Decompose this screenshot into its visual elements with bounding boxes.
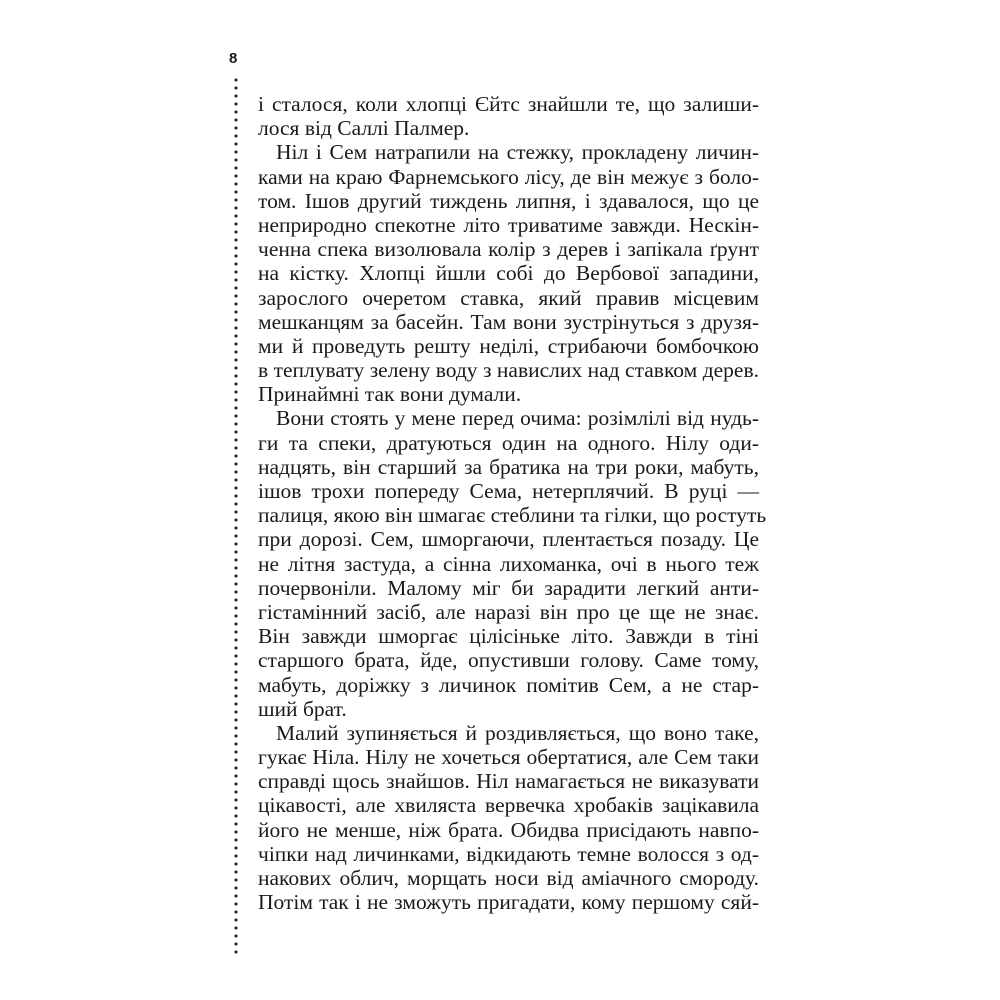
text-line: цікавості, але хвиляста вервечка хробаків зацікавила (258, 793, 759, 818)
text-line: надцять, він старший за братика на три роки, мабуть, (258, 454, 759, 479)
text-line: почервоніли. Малому міг би зарадити легкий анти- (258, 575, 759, 600)
text-line: том. Ішов другий тиждень липня, і здавалося, що це (258, 188, 759, 213)
text-line: мешканцям за басейн. Там вони зустрінуться з друзя- (258, 309, 759, 334)
text-line: лося від Саллі Палмер. (258, 116, 470, 141)
text-line: палиця, якою він шмагає стеблини та гілки, що ростуть (258, 503, 767, 528)
text-line: зарослого очеретом ставка, який правив місцевим (258, 285, 759, 310)
text-line: ками на краю Фарнемського лісу, де він межує з боло- (258, 164, 759, 189)
page-number: 8 (229, 50, 238, 67)
text-line: в теплувату зелену воду з навислих над ставком дерев. (258, 358, 759, 383)
text-line: старшого брата, йде, опустивши голову. Саме тому, (258, 648, 759, 673)
text-line: ги та спеки, дратуються один на одного. Нілу оди- (258, 430, 759, 455)
text-line: Він завжди шморгає цілісіньке літо. Завжди в тіні (258, 624, 759, 649)
text-line: неприродно спекотне літо триватиме завжди. Нескін- (258, 212, 759, 237)
text-line: мабуть, доріжку з личинок помітив Сем, а не стар- (258, 672, 759, 697)
text-line: ішов трохи попереду Сема, нетерплячий. В руці — (258, 479, 759, 503)
text-line: ми й проведуть решту неділі, стрибаючи бомбочкою (258, 333, 759, 358)
text-line: Принаймні так вони думали. (258, 382, 522, 407)
text-line: ченна спека визолювала колір з дерев і запікала ґрунт (258, 237, 759, 262)
text-line: справді щось знайшов. Ніл намагається не виказувати (258, 769, 759, 794)
text-line: накових облич, морщать носи від аміачного смороду. (258, 866, 759, 890)
text-line: гістамінний засіб, але наразі він про це ще не знає. (258, 599, 759, 624)
text-line: ший брат. (258, 696, 347, 721)
text-line: чіпки над личинками, відкидають темне волосся з од- (258, 841, 759, 866)
text-line: Малий зупиняється й роздивляється, що воно таке, (276, 720, 759, 745)
text-line: і сталося, коли хлопці Єйтс знайшли те, що залиши- (258, 92, 759, 116)
text-line: не літня застуда, а сінна лихоманка, очі в нього теж (258, 551, 759, 576)
text-line: гукає Ніла. Нілу не хочеться обертатися, але Сем таки (258, 745, 759, 770)
text-line: його не менше, ніж брата. Обидва присідають навпо- (258, 817, 759, 842)
text-line: на кістку. Хлопці йшли собі до Вербової западини, (258, 261, 759, 286)
text-line: Ніл і Сем натрапили на стежку, прокладену личин- (276, 140, 759, 165)
body-text (258, 92, 767, 915)
dotted-margin-rule (234, 76, 238, 958)
text-line: Вони стоять у мене перед очима: розімлілі від нудь- (276, 406, 759, 431)
text-line: Потім так і не зможуть пригадати, кому першому сяй- (258, 890, 759, 915)
text-line: при дорозі. Сем, шморгаючи, плентається позаду. Це (258, 527, 759, 552)
